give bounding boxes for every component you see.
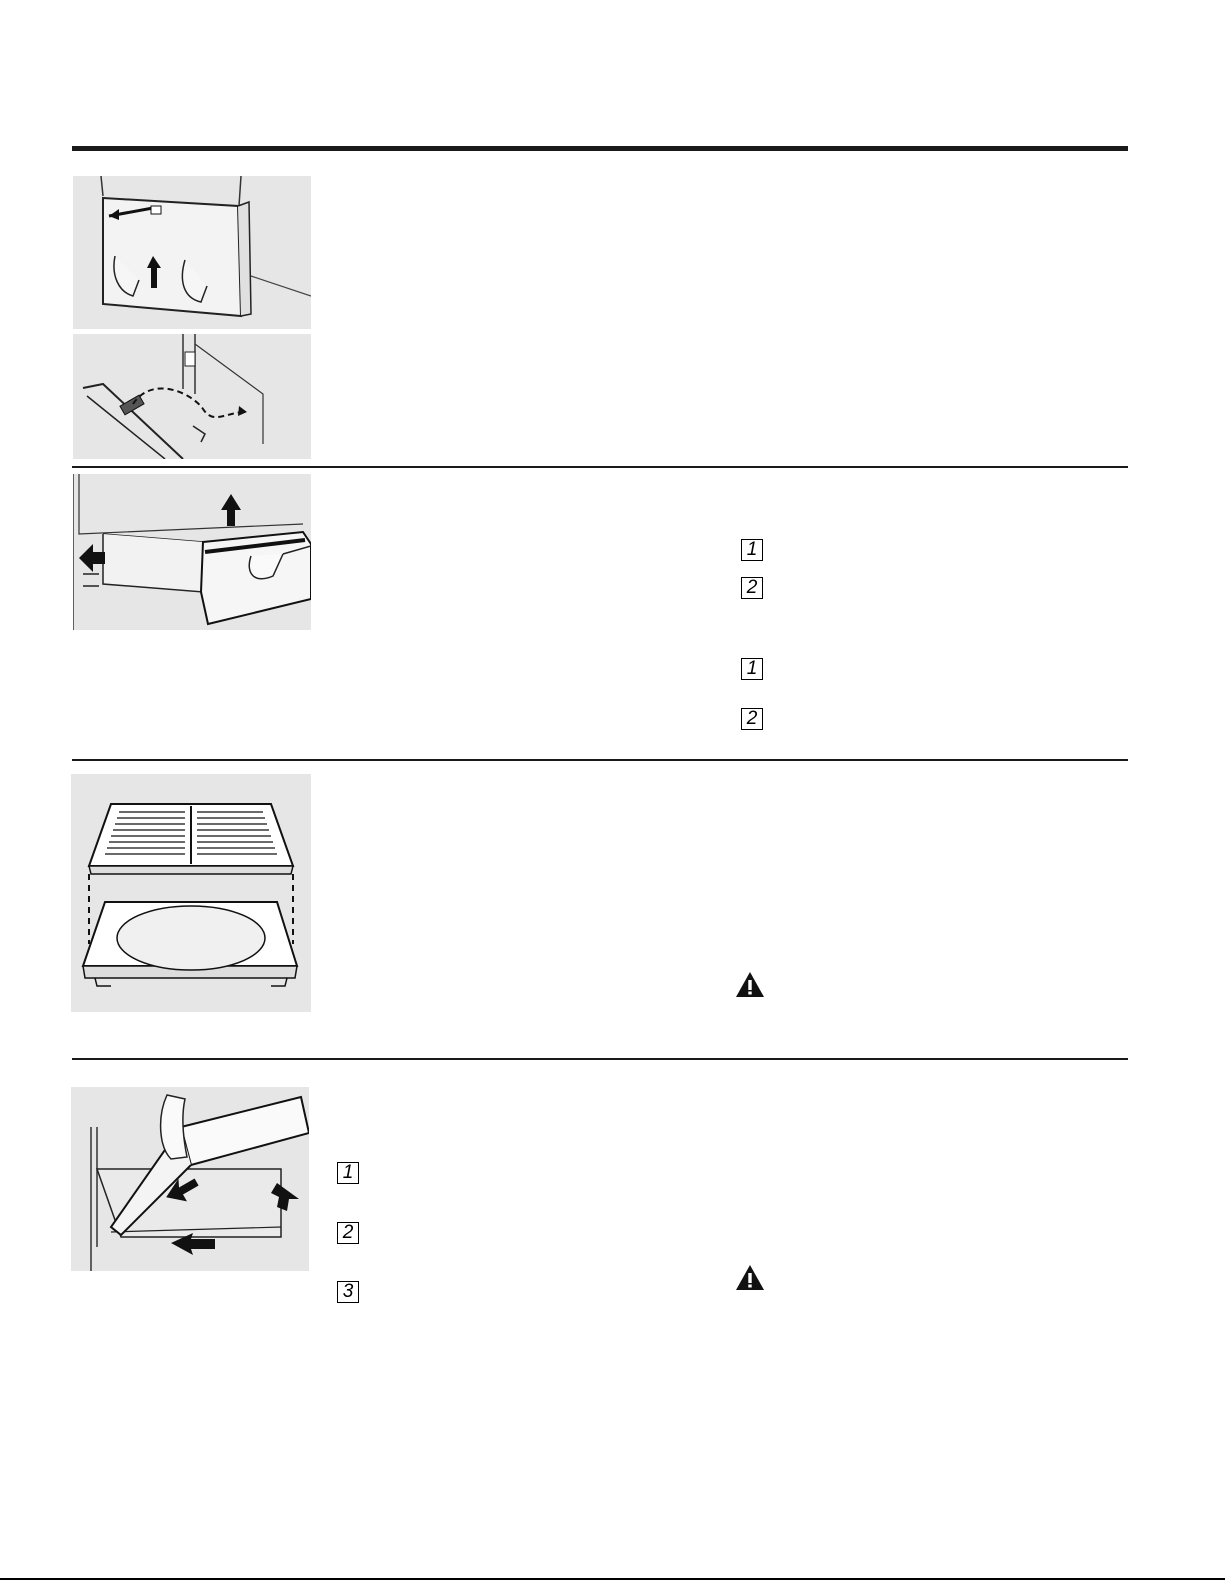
drawer-cable-illustration	[73, 334, 311, 459]
warning-triangle-icon	[735, 1264, 765, 1291]
step-2-box: 2	[337, 1222, 359, 1244]
drawer-lift-illustration	[73, 176, 311, 329]
step-2-box: 2	[741, 708, 763, 730]
top-rule	[72, 146, 1128, 151]
section-divider-2	[72, 759, 1128, 761]
drawer-slide-illustration	[73, 474, 311, 630]
drawer-replace-illustration	[71, 1087, 309, 1271]
step-2-box: 2	[741, 577, 763, 599]
warning-triangle-icon	[735, 971, 765, 998]
step-1-box: 1	[741, 539, 763, 561]
step-1-box: 1	[337, 1162, 359, 1184]
step-3-box: 3	[337, 1281, 359, 1303]
step-1-box: 1	[741, 658, 763, 680]
page-bottom-edge	[0, 1578, 1225, 1580]
section-divider-3	[72, 1058, 1128, 1060]
broiler-pan-illustration	[71, 774, 311, 1012]
section-divider-1	[72, 466, 1128, 468]
